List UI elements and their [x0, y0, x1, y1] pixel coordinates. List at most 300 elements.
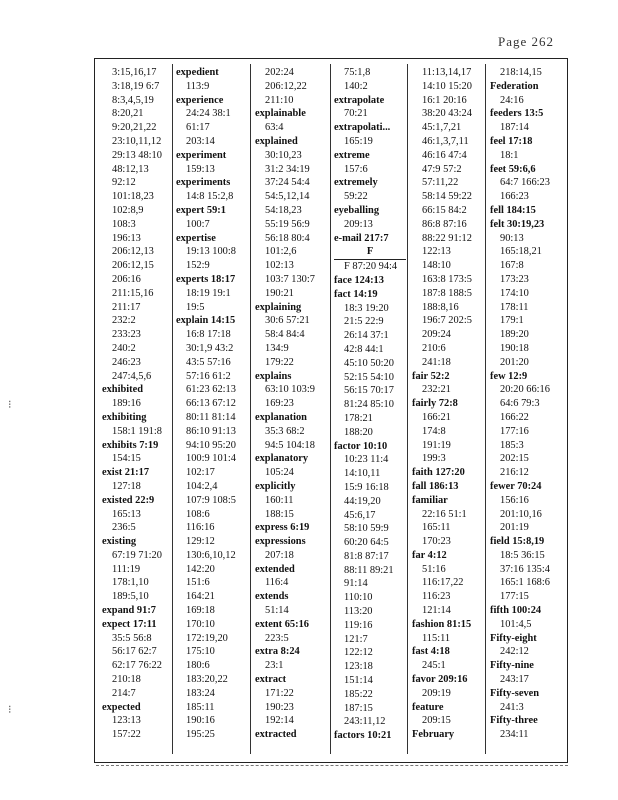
index-term: extends [255, 591, 289, 603]
index-reference: 179:1 [500, 315, 524, 327]
index-reference: 166:23 [500, 191, 529, 203]
index-reference: F 87:20 94:4 [344, 261, 398, 273]
index-reference: 130:6,10,12 [186, 549, 236, 561]
index-reference: 169:23 [265, 398, 294, 410]
index-reference: 218:14,15 [500, 67, 542, 78]
index-term: extract [255, 674, 287, 686]
index-term: explainable [255, 108, 306, 120]
index-term: Fifty-nine [490, 660, 534, 672]
index-reference: 158:1 191:8 [112, 425, 162, 437]
index-reference: 185:3 [500, 439, 524, 451]
index-term: extent 65:16 [255, 618, 309, 630]
index-term: experts 18:17 [176, 273, 236, 285]
index-reference: 156:16 [500, 494, 529, 506]
index-reference: 60:20 64:5 [344, 537, 389, 549]
index-reference: 3:15,16,17 [112, 67, 157, 78]
index-term: existing [102, 536, 137, 548]
index-term: felt 30:19,23 [490, 218, 545, 230]
index-term: exist 21:17 [102, 467, 150, 479]
index-reference: 187:15 [344, 702, 373, 714]
index-reference: 24:24 38:1 [186, 108, 231, 120]
index-term: few 12:9 [490, 370, 528, 382]
index-reference: 75:1,8 [344, 67, 371, 78]
index-reference: 185:11 [186, 701, 215, 713]
index-reference: 157:6 [344, 163, 368, 175]
index-term: factor 10:10 [334, 440, 388, 452]
index-term: fairly 72:8 [412, 398, 458, 410]
index-reference: 170:23 [422, 536, 451, 548]
index-reference: 210:18 [112, 674, 141, 686]
index-reference: 209:24 [422, 329, 451, 341]
index-reference: 62:17 76:22 [112, 660, 162, 672]
index-reference: 243:11,12 [344, 716, 386, 728]
index-term: fact 14:19 [334, 288, 378, 300]
index-term: expressions [255, 536, 306, 548]
index-reference: 61:23 62:13 [186, 384, 236, 396]
index-reference: 31:2 34:19 [265, 163, 310, 175]
index-reference: 64:7 166:23 [500, 177, 550, 189]
index-reference: 103:7 130:7 [265, 273, 315, 285]
index-term: Fifty-seven [490, 687, 540, 699]
index-reference: 121:7 [344, 633, 368, 645]
index-reference: 190:23 [265, 701, 294, 713]
index-reference: 165:13 [112, 508, 141, 520]
index-term: factors 10:21 [334, 730, 392, 742]
index-term: extrapolate [334, 94, 385, 106]
index-reference: 30:1,9 43:2 [186, 342, 234, 354]
index-reference: 45:6,17 [344, 509, 376, 521]
index-reference: 57:11,22 [422, 177, 459, 189]
index-reference: 142:20 [186, 563, 215, 575]
index-reference: 214:7 [112, 687, 136, 699]
index-reference: 102:8,9 [112, 204, 144, 216]
index-reference: 29:13 48:10 [112, 149, 162, 161]
index-term: fall 186:13 [412, 480, 459, 492]
index-reference: 167:8 [500, 260, 524, 272]
index-reference: 165:18,21 [500, 246, 542, 258]
index-reference: 160:11 [265, 494, 294, 506]
index-reference: 154:15 [112, 453, 141, 465]
index-reference: 23:1 [265, 660, 284, 672]
index-reference: 101:18,23 [112, 191, 154, 203]
index-reference: 189:16 [112, 398, 141, 410]
index-reference: 115:11 [422, 632, 451, 644]
index-term: explaining [255, 301, 302, 313]
index-reference: 88:11 89:21 [344, 564, 394, 576]
index-reference: 14:10,11 [344, 468, 381, 480]
index-reference: 58:10 59:9 [344, 523, 389, 535]
index-term: explanatory [255, 453, 309, 465]
index-reference: 201:10,16 [500, 508, 542, 520]
index-reference: 14:8 15:2,8 [186, 191, 234, 203]
margin-mark: ⁝ [8, 704, 12, 716]
index-reference: 38:20 43:24 [422, 108, 472, 120]
index-term: fair 52:2 [412, 370, 450, 382]
index-term: experiment [176, 149, 227, 161]
index-reference: 63:10 103:9 [265, 384, 315, 396]
index-reference: 122:12 [344, 647, 373, 659]
index-reference: 163:8 173:5 [422, 273, 472, 285]
index-term: field 15:8,19 [490, 536, 545, 548]
index-reference: 108:3 [112, 218, 136, 230]
index-reference: 15:9 16:18 [344, 481, 389, 493]
page-bottom-rule [96, 765, 568, 766]
index-reference: 10:23 11:4 [344, 454, 389, 466]
index-reference: 80:11 81:14 [186, 411, 236, 423]
index-term: expertise [176, 232, 216, 244]
index-reference: 196:7 202:5 [422, 315, 472, 327]
index-term: feature [412, 701, 444, 713]
index-reference: 190:16 [186, 715, 215, 727]
index-term: fell 184:15 [490, 204, 536, 216]
index-reference: 18:5 36:15 [500, 549, 545, 561]
index-reference: 58:14 59:22 [422, 191, 472, 203]
index-column-6 [490, 66, 568, 742]
page-number: Page 262 [498, 34, 555, 49]
index-reference: 179:22 [265, 356, 294, 368]
index-reference: 203:14 [186, 135, 215, 147]
margin-mark: ⁝ [8, 399, 12, 411]
index-term: exhibited [102, 384, 143, 396]
index-reference: 172:19,20 [186, 632, 228, 644]
index-reference: 101:2,6 [265, 246, 297, 258]
index-reference: 189:20 [500, 329, 529, 341]
index-reference: 206:12,13 [112, 246, 154, 258]
index-reference: 43:5 57:16 [186, 356, 231, 368]
index-term: explanation [255, 411, 307, 423]
index-reference: 19:13 100:8 [186, 246, 236, 258]
index-reference: 177:15 [500, 591, 529, 603]
index-reference: 236:5 [112, 522, 136, 534]
index-reference: 192:14 [265, 715, 294, 727]
index-reference: 35:5 56:8 [112, 632, 152, 644]
index-reference: 191:19 [422, 439, 451, 451]
index-reference: 54:5,12,14 [265, 191, 310, 203]
index-column-5 [412, 66, 490, 742]
index-reference: 202:15 [500, 453, 529, 465]
index-reference: 187:8 188:5 [422, 287, 472, 299]
index-reference: 171:22 [265, 687, 294, 699]
index-reference: 122:13 [422, 246, 451, 258]
index-reference: 190:18 [500, 342, 529, 354]
index-reference: 201:20 [500, 356, 529, 368]
index-term: extracted [255, 729, 297, 741]
index-term: experience [176, 94, 224, 106]
index-reference: 211:17 [112, 301, 141, 313]
index-reference: 100:7 [186, 218, 210, 230]
index-reference: 56:17 62:7 [112, 646, 157, 658]
index-reference: 111:19 [112, 563, 141, 575]
index-term: eyeballing [334, 204, 380, 216]
index-reference: 30:6 57:21 [265, 315, 310, 327]
index-reference: 211:10 [265, 94, 294, 106]
index-term: February [412, 729, 455, 741]
index-reference: 201:19 [500, 522, 529, 534]
index-reference: 19:5 [186, 301, 205, 313]
index-reference: 37:16 135:4 [500, 563, 550, 575]
index-term: expedient [176, 67, 219, 78]
index-reference: 105:24 [265, 467, 294, 479]
index-reference: 174:8 [422, 425, 446, 437]
index-reference: 56:15 70:17 [344, 385, 394, 397]
index-term: Federation [490, 80, 539, 92]
index-term: extreme [334, 149, 370, 161]
index-reference: 123:13 [112, 715, 141, 727]
index-reference: 188:20 [344, 426, 373, 438]
index-reference: 188:15 [265, 508, 294, 520]
index-term: expected [102, 701, 141, 713]
index-reference: 170:10 [186, 618, 215, 630]
index-reference: 189:5,10 [112, 591, 149, 603]
index-reference: 81:8 87:17 [344, 550, 389, 562]
index-term: familiar [412, 494, 448, 506]
index-reference: 113:9 [186, 80, 210, 92]
index-reference: 140:2 [344, 80, 368, 92]
index-column-1 [102, 66, 180, 742]
index-reference: 55:19 56:9 [265, 218, 310, 230]
index-term: feeders 13:5 [490, 108, 544, 120]
index-reference: 233:23 [112, 329, 141, 341]
index-reference: 157:22 [112, 729, 141, 741]
index-term: existed 22:9 [102, 494, 155, 506]
index-reference: 44:19,20 [344, 495, 381, 507]
index-reference: 211:15,16 [112, 287, 154, 299]
index-reference: 178:11 [500, 301, 529, 313]
index-reference: 206:12,22 [265, 80, 307, 92]
index-reference: 23:10,11,12 [112, 135, 162, 147]
index-reference: 165:19 [344, 135, 373, 147]
index-reference: 190:21 [265, 287, 294, 299]
index-reference: 16:1 20:16 [422, 94, 467, 106]
index-reference: 8:3,4,5,19 [112, 94, 154, 106]
index-reference: 223:5 [265, 632, 289, 644]
index-reference: 216:12 [500, 467, 529, 479]
index-reference: 202:24 [265, 67, 294, 78]
index-reference: 70:21 [344, 108, 368, 120]
index-column-2 [176, 66, 254, 742]
index-reference: 52:15 54:10 [344, 371, 394, 383]
index-reference: 35:3 68:2 [265, 425, 305, 437]
index-column-4 [334, 66, 412, 743]
index-reference: 245:1 [422, 660, 446, 672]
index-reference: 64:6 79:3 [500, 398, 540, 410]
index-reference: 100:9 101:4 [186, 453, 236, 465]
index-reference: 42:8 44:1 [344, 343, 384, 355]
index-reference: 61:17 [186, 122, 210, 134]
index-term: extrapolati... [334, 122, 391, 134]
index-reference: 45:1,7,21 [422, 122, 462, 134]
index-reference: 195:25 [186, 729, 215, 741]
index-reference: 183:24 [186, 687, 215, 699]
index-reference: 90:13 [500, 232, 524, 244]
index-reference: 57:16 61:2 [186, 370, 231, 382]
index-reference: 30:10,23 [265, 149, 302, 161]
index-reference: 91:14 [344, 578, 368, 590]
index-reference: 206:12,15 [112, 260, 154, 272]
index-reference: 243:17 [500, 674, 529, 686]
index-reference: 21:5 22:9 [344, 316, 384, 328]
index-reference: 116:4 [265, 577, 289, 589]
index-reference: 92:12 [112, 177, 136, 189]
index-reference: 169:18 [186, 605, 215, 617]
index-reference: 241:3 [500, 701, 524, 713]
index-reference: 129:12 [186, 536, 215, 548]
index-reference: 116:17,22 [422, 577, 464, 589]
index-term: explicitly [255, 480, 296, 492]
index-reference: 14:10 15:20 [422, 80, 472, 92]
index-reference: 48:12,13 [112, 163, 149, 175]
index-reference: 121:14 [422, 605, 451, 617]
index-term: far 4:12 [412, 549, 447, 561]
index-column-3 [255, 66, 333, 742]
index-term: feel 17:18 [490, 135, 533, 147]
index-reference: 199:3 [422, 453, 446, 465]
index-reference: 67:19 71:20 [112, 549, 162, 561]
index-reference: 59:22 [344, 191, 368, 203]
index-reference: 247:4,5,6 [112, 370, 152, 382]
index-reference: 119:16 [344, 619, 373, 631]
index-term: Fifty-eight [490, 632, 537, 644]
index-term: extra 8:24 [255, 646, 300, 658]
index-reference: 232:2 [112, 315, 136, 327]
index-reference: 209:13 [344, 218, 373, 230]
index-reference: 102:17 [186, 467, 215, 479]
index-reference: 94:5 104:18 [265, 439, 315, 451]
index-term: explains [255, 370, 292, 382]
index-reference: 16:8 17:18 [186, 329, 231, 341]
index-reference: 58:4 84:4 [265, 329, 305, 341]
index-reference: 22:16 51:1 [422, 508, 467, 520]
index-term: express 6:19 [255, 522, 310, 534]
index-reference: 173:23 [500, 273, 529, 285]
index-term: exhibiting [102, 411, 147, 423]
index-reference: 196:13 [112, 232, 141, 244]
index-reference: 166:21 [422, 411, 451, 423]
index-reference: 47:9 57:2 [422, 163, 462, 175]
index-reference: 164:21 [186, 591, 215, 603]
index-reference: 46:16 47:4 [422, 149, 467, 161]
index-reference: 18:1 [500, 149, 519, 161]
index-reference: 177:16 [500, 425, 529, 437]
index-reference: 123:18 [344, 661, 373, 673]
index-reference: 209:15 [422, 715, 451, 727]
index-term: explained [255, 135, 298, 147]
index-reference: 45:10 50:20 [344, 357, 394, 369]
index-reference: 104:2,4 [186, 480, 218, 492]
index-term: fewer 70:24 [490, 480, 542, 492]
index-term: extremely [334, 177, 378, 189]
index-term: explain 14:15 [176, 315, 236, 327]
index-term: fashion 81:15 [412, 618, 472, 630]
index-reference: 152:9 [186, 260, 210, 272]
index-reference: 188:8,16 [422, 301, 459, 313]
index-term: fast 4:18 [412, 646, 450, 658]
index-reference: 116:16 [186, 522, 215, 534]
index-reference: 66:15 84:2 [422, 204, 467, 216]
index-reference: 8:20,21 [112, 108, 144, 120]
index-reference: 178:21 [344, 412, 373, 424]
index-reference: 185:22 [344, 688, 373, 700]
index-reference: 11:13,14,17 [422, 67, 472, 78]
index-reference: 241:18 [422, 356, 451, 368]
index-reference: 187:14 [500, 122, 529, 134]
index-reference: 175:10 [186, 646, 215, 658]
index-reference: 51:16 [422, 563, 446, 575]
index-reference: 165:1 168:6 [500, 577, 550, 589]
index-reference: 51:14 [265, 605, 289, 617]
index-reference: 63:4 [265, 122, 284, 134]
index-reference: 9:20,21,22 [112, 122, 157, 134]
index-reference: 134:9 [265, 342, 289, 354]
index-reference: 26:14 37:1 [344, 330, 389, 342]
index-reference: 66:13 67:12 [186, 398, 236, 410]
index-reference: 18:19 19:1 [186, 287, 231, 299]
index-reference: 116:23 [422, 591, 451, 603]
index-reference: 209:19 [422, 687, 451, 699]
index-term: extended [255, 563, 295, 575]
index-reference: 151:6 [186, 577, 210, 589]
index-reference: 166:22 [500, 411, 529, 423]
index-term: expand 91:7 [102, 605, 156, 617]
index-reference: 56:18 80:4 [265, 232, 310, 244]
index-reference: 24:16 [500, 94, 524, 106]
index-reference: 88:22 91:12 [422, 232, 472, 244]
index-reference: 107:9 108:5 [186, 494, 236, 506]
index-reference: 210:6 [422, 342, 446, 354]
index-reference: 54:18,23 [265, 204, 302, 216]
index-reference: 101:4,5 [500, 618, 532, 630]
index-reference: 37:24 54:4 [265, 177, 310, 189]
index-term: expert 59:1 [176, 204, 226, 216]
index-reference: 151:14 [344, 675, 373, 687]
index-term: face 124:13 [334, 274, 384, 286]
index-reference: 18:3 19:20 [344, 302, 389, 314]
index-reference: 165:11 [422, 522, 451, 534]
index-term: experiments [176, 177, 231, 189]
index-term: fifth 100:24 [490, 605, 542, 617]
index-term: exhibits 7:19 [102, 439, 159, 451]
index-letter-heading: F [334, 245, 406, 260]
index-reference: 127:18 [112, 480, 141, 492]
index-reference: 183:20,22 [186, 674, 228, 686]
index-reference: 113:20 [344, 606, 373, 618]
index-reference: 232:21 [422, 384, 451, 396]
index-reference: 174:10 [500, 287, 529, 299]
index-term: Fifty-three [490, 715, 538, 727]
index-reference: 108:6 [186, 508, 210, 520]
index-reference: 46:1,3,7,11 [422, 135, 469, 147]
index-reference: 81:24 85:10 [344, 399, 394, 411]
index-reference: 240:2 [112, 342, 136, 354]
index-reference: 86:10 91:13 [186, 425, 236, 437]
index-term: favor 209:16 [412, 674, 468, 686]
index-term: e-mail 217:7 [334, 232, 389, 244]
index-reference: 180:6 [186, 660, 210, 672]
index-reference: 159:13 [186, 163, 215, 175]
index-reference: 102:13 [265, 260, 294, 272]
index-reference: 110:10 [344, 592, 373, 604]
index-reference: 94:10 95:20 [186, 439, 236, 451]
index-reference: 242:12 [500, 646, 529, 658]
index-term: faith 127:20 [412, 467, 465, 479]
index-reference: 207:18 [265, 549, 294, 561]
index-reference: 246:23 [112, 356, 141, 368]
index-term: expect 17:11 [102, 618, 157, 630]
index-reference: 206:16 [112, 273, 141, 285]
index-reference: 234:11 [500, 729, 529, 741]
index-reference: 86:8 87:16 [422, 218, 467, 230]
index-reference: 3:18,19 6:7 [112, 80, 160, 92]
